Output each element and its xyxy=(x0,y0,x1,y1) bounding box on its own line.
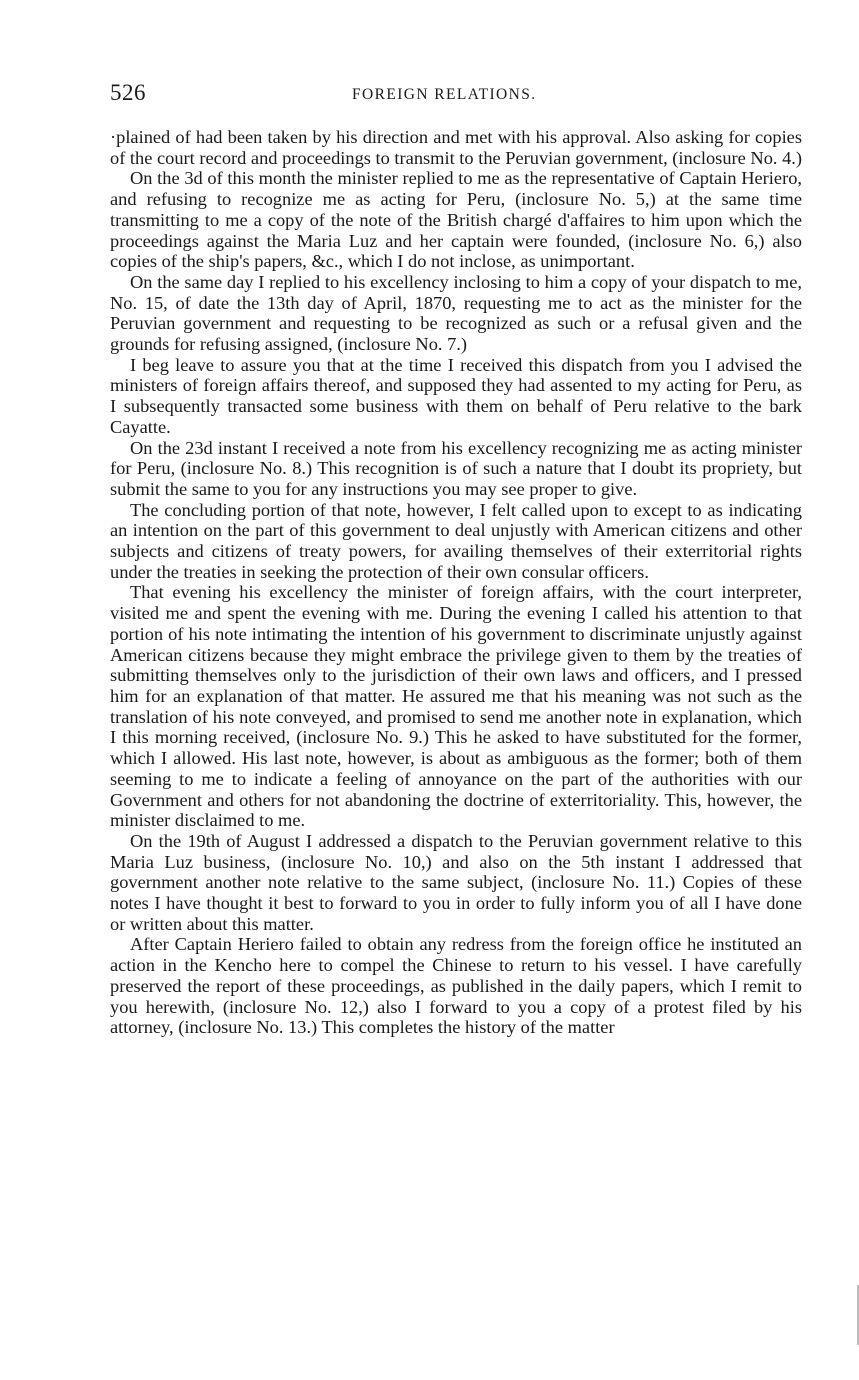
page-header xyxy=(110,80,800,110)
paragraph-continuation: ·plained of had been taken by his direction and met with his approval. Also asking for copies of the court record and proceedings to transmit to the Peruvian government, (inclosure No. 4.) xyxy=(110,127,803,168)
body-text xyxy=(110,127,802,1038)
paragraph: On the same day I replied to his excellency inclosing to him a copy of your dispatch to me, No. 15, of date the 13th day of April, 1870, requesting me to act as the minister for the Peruvian government and requesting to be recognized as such or a refusal given and the grounds for refusing assigned, (inclosure No. 7.) xyxy=(110,271,802,355)
running-title: FOREIGN RELATIONS. xyxy=(352,86,537,103)
paragraph: I beg leave to assure you that at the time I received this dispatch from you I advised the ministers of foreign affairs thereof, and supposed they had assented to my acting for Peru, as I subsequently transacted some business with them on behalf of Peru relative to the bark Cayatte. xyxy=(110,354,802,437)
paragraph: On the 3d of this month the minister replied to me as the representative of Captain Heriero, and refusing to recognize me as acting for Peru, (inclosure No. 5,) at the same time transmitting to me a copy of the note of the British chargé d'affaires to him upon which the proceedings against the Maria Luz and her captain were founded, (inclosure No. 6,) also copies of the ship's papers, &c., which I do not inclose, as unimportant. xyxy=(110,168,802,272)
paragraph: The concluding portion of that note, however, I felt called upon to except to as indicating an intention on the part of this government to deal unjustly with American citizens and other subjects and citizens of treaty powers, for availing themselves of their exterritorial rights under the treaties in seeking the protection of their own consular officers. xyxy=(110,499,802,582)
page-number: 526 xyxy=(110,80,146,105)
paragraph: That evening his excellency the minister of foreign affairs, with the court interpreter, visited me and spent the evening with me. During the evening I called his attention to that portion of his note intimating the intention of his government to discriminate unjustly against American citizens because they might embrace the privilege given to them by the treaties of submitting themselves only to the jurisdiction of their own laws and officers, and I pressed him for an explanation of that matter. He assured me that his meaning was not such as the translation of his note conveyed, and promised to send me another note in explanation, which I this morning received, (inclosure No. 9.) This he asked to have substituted for the former, which I allowed. His last note, however, is about as ambiguous as the former; both of them seeming to me to indicate a feeling of annoyance on the part of the authorities with our Government and others for not abandoning the doctrine of exterritoriality. This, however, the minister disclaimed to me. xyxy=(110,582,802,831)
paragraph: On the 19th of August I addressed a dispatch to the Peruvian government relative to this Maria Luz business, (inclosure No. 10,) and also on the 5th instant I addressed that government another note relative to the same subject, (inclosure No. 11.) Copies of these notes I have thought it best to forward to you in order to fully inform you of all I have done or written about this matter. xyxy=(110,830,802,934)
paragraph: On the 23d instant I received a note from his excellency recognizing me as acting minister for Peru, (inclosure No. 8.) This recognition is of such a nature that I doubt its propriety, but submit the same to you for any instructions you may see proper to give. xyxy=(110,437,802,499)
paragraph: After Captain Heriero failed to obtain any redress from the foreign office he instituted an action in the Kencho here to compel the Chinese to return to his vessel. I have carefully preserved the report of these proceedings, as published in the daily papers, which I remit to you herewith, (inclosure No. 12,) also I forward to you a copy of a protest filed by his attorney, (inclosure No. 13.) This completes the history of the matter xyxy=(110,934,802,1038)
